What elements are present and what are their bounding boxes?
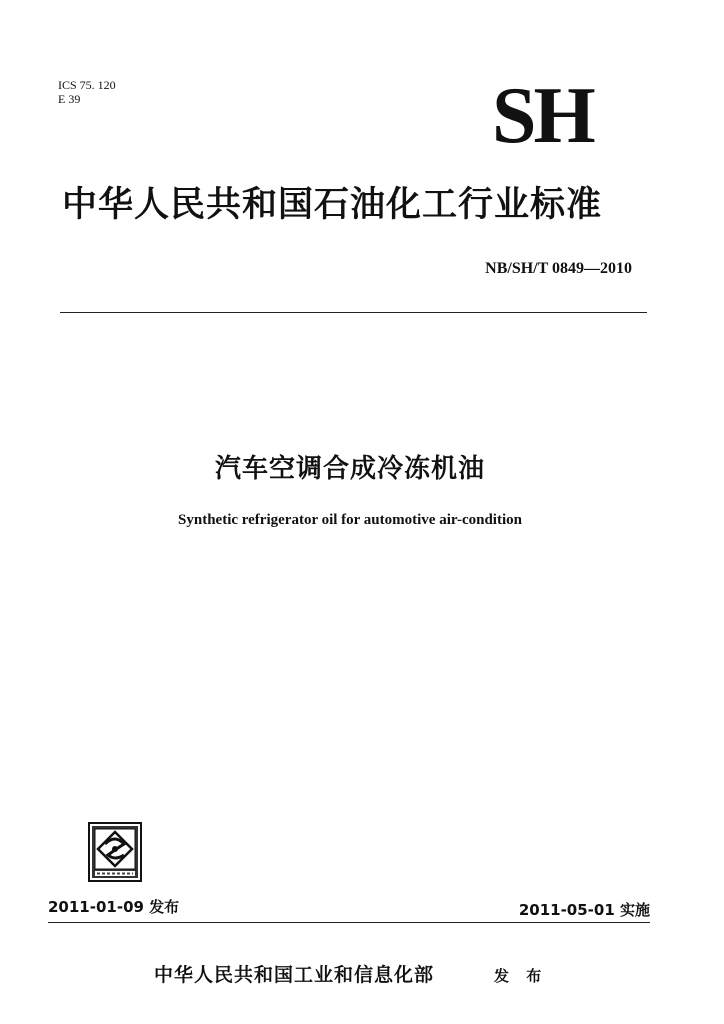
document-title-english: Synthetic refrigerator oil for automotive air-condition [178,512,522,528]
ccs-code: E 39 [58,92,81,106]
standard-type-heading: 中华人民共和国石油化工行业标准 [62,185,603,225]
publisher-emblem-icon [88,822,142,882]
publish-label: 发 布 [494,967,548,985]
document-title-chinese: 汽车空调合成冷冻机油 [214,454,485,484]
classification-codes [58,78,116,106]
publisher-name: 中华人民共和国工业和信息化部 [154,964,435,986]
issue-date: 2011-01-09 发布 [48,898,180,916]
top-divider [60,312,647,313]
implementation-date: 2011-05-01 实施 [518,901,650,919]
bottom-divider [48,922,650,923]
industry-mark: SH [492,72,593,160]
ics-code: ICS 75. 120 [58,78,116,92]
standard-number: NB/SH/T 0849—2010 [485,260,632,277]
